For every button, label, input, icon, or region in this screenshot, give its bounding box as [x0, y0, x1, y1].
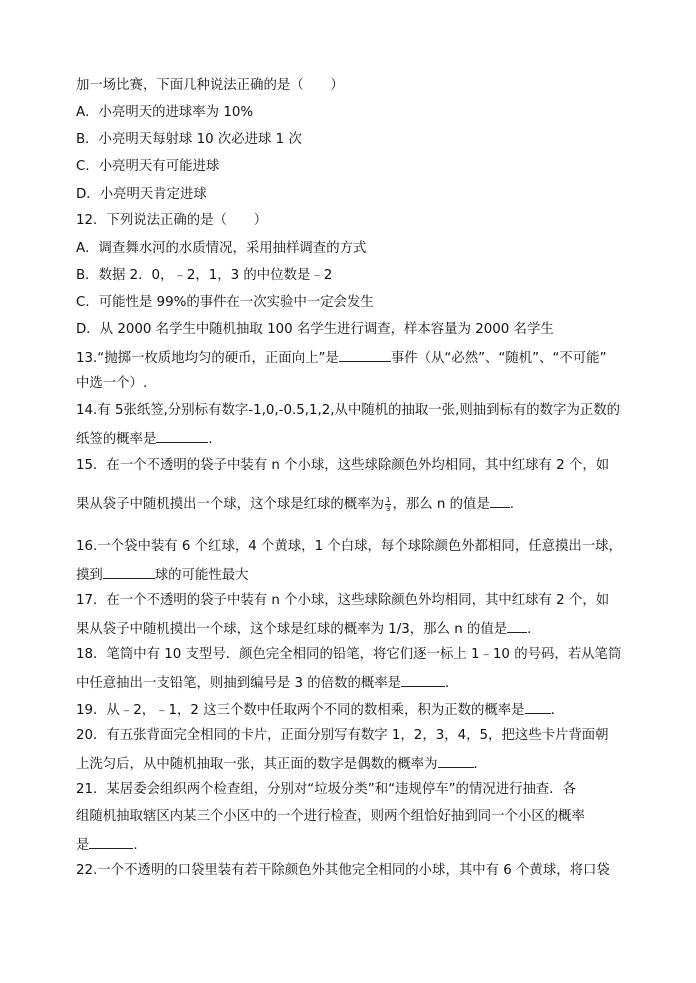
q17-text-after-blank: . — [527, 622, 532, 637]
q14-line-1: 14.有 5张纸签,分别标有数字-1,0,-0.5,1,2,从中随机的抽取一张,则抽到标有的数字为正数的 — [76, 403, 621, 418]
q21-text-after-blank: . — [133, 838, 138, 853]
q20-line-2 — [76, 754, 626, 774]
q15-fraction — [385, 496, 391, 513]
q15-text-end: . — [509, 497, 515, 512]
q14-text-before-blank: 纸签的概率是 — [76, 432, 157, 447]
q14-line-2 — [76, 429, 626, 449]
q21-line-1: 21．某居委会组织两个检查组，分别对“垃圾分类”和“违规停车”的情况进行抽查．各 — [76, 782, 577, 797]
fraction-denominator: 3 — [385, 504, 391, 513]
q18-text-before-blank: 中任意抽出一支铅笔，则抽到编号是 3 的倍数的概率是 — [76, 676, 402, 691]
q16-text-before-blank: 摸到 — [76, 568, 103, 583]
q16-line-1: 16.一个袋中装有 6 个红球，4 个黄球，1 个白球，每个球除颜色外都相同，任意摸出一球， — [76, 539, 622, 554]
q19-line-1 — [76, 700, 626, 720]
q11-option-a: A．小亮明天的进球率为 10% — [76, 105, 254, 120]
q12-stem-text: 12．下列说法正确的是（ ） — [76, 213, 268, 228]
q17-text-before-blank: 果从袋子中随机摸出一个球，这个球是红球的概率为 1/3，那么 n 的值是 — [76, 622, 508, 637]
q13-text-before-blank: 13.“抛掷一枚质地均匀的硬币，正面向上”是 — [76, 351, 339, 366]
q14-answer-blank — [156, 429, 208, 443]
q21-text-before-blank: 是 — [76, 838, 90, 853]
q15-line-2 — [76, 494, 626, 514]
q11-stem-text: 加一场比赛，下面几种说法正确的是（ ） — [76, 78, 344, 93]
q19-text-after-blank: ． — [550, 703, 564, 718]
q18-line-1: 18．笔筒中有 10 支型号．颜色完全相同的铅笔，将它们逐一标上 1﹣10 的号码，若从笔筒 — [76, 647, 622, 662]
q11-option-d: D．小亮明天肯定进球 — [76, 187, 207, 202]
q12-option-c: C．可能性是 99%的事件在一次实验中一定会发生 — [76, 295, 374, 310]
q20-line-1: 20．有五张背面完全相同的卡片，正面分别写有数字 1，2，3，4，5，把这些卡片背面朝 — [76, 728, 609, 743]
q14-text-after-blank: . — [208, 432, 213, 447]
q20-text-after-blank: ． — [473, 757, 487, 772]
q20-text-before-blank: 上洗匀后，从中随机抽取一张，其正面的数字是偶数的概率为 — [76, 757, 438, 772]
q13-line-1 — [76, 348, 626, 368]
q17-line-1: 17．在一个不透明的袋子中装有 n 个小球，这些球除颜色外均相同，其中红球有 2 个，如 — [76, 593, 610, 608]
q19-text-before-blank: 19．从﹣2，﹣1，2 这三个数中任取两个不同的数相乘，积为正数的概率是 — [76, 703, 525, 718]
q18-line-2 — [76, 673, 626, 693]
q13-text-after-blank: 事件（从“必然”、“随机”、“不可能” — [390, 351, 607, 366]
q12-option-a: A．调查舞水河的水质情况，采用抽样调查的方式 — [76, 241, 367, 256]
q18-answer-blank — [401, 673, 445, 687]
q16-line-2 — [76, 565, 626, 585]
q19-answer-blank — [525, 700, 551, 714]
q18-text-after-blank: ． — [445, 676, 459, 691]
q13-answer-blank — [339, 348, 391, 362]
q15-text-before-fraction: 果从袋子中随机摸出一个球，这个球是红球的概率为 — [76, 497, 384, 512]
q15-answer-blank — [490, 494, 510, 508]
q16-answer-blank — [103, 565, 155, 579]
q13-line-2: 中选一个）. — [76, 376, 148, 391]
q21-line-3 — [76, 835, 626, 855]
q17-line-2 — [76, 619, 626, 639]
q17-answer-blank — [507, 619, 527, 633]
q12-option-b: B．数据 2．0，﹣2，1，3 的中位数是﹣2 — [76, 268, 333, 283]
q20-answer-blank — [438, 754, 474, 768]
q15-text-after-fraction: ，那么 n 的值是 — [392, 497, 490, 512]
q21-answer-blank — [89, 835, 133, 849]
q21-line-2: 组随机抽取辖区内某三个小区中的一个进行检查，则两个组恰好抽到同一个小区的概率 — [76, 809, 585, 824]
q16-text-after-blank: 球的可能性最大 — [154, 568, 249, 583]
q12-option-d: D．从 2000 名学生中随机抽取 100 名学生进行调查，样本容量为 2000 名学生 — [76, 322, 554, 337]
q22-line-1: 22.一个不透明的口袋里装有若干除颜色外其他完全相同的小球，其中有 6 个黄球，将口袋 — [76, 863, 610, 878]
q11-option-c: C．小亮明天有可能进球 — [76, 159, 220, 174]
q15-line-1: 15．在一个不透明的袋子中装有 n 个小球，这些球除颜色外均相同，其中红球有 2 个，如 — [76, 458, 610, 473]
fraction-numerator: 1 — [385, 495, 391, 504]
q11-option-b: B．小亮明天每射球 10 次必进球 1 次 — [76, 132, 302, 147]
